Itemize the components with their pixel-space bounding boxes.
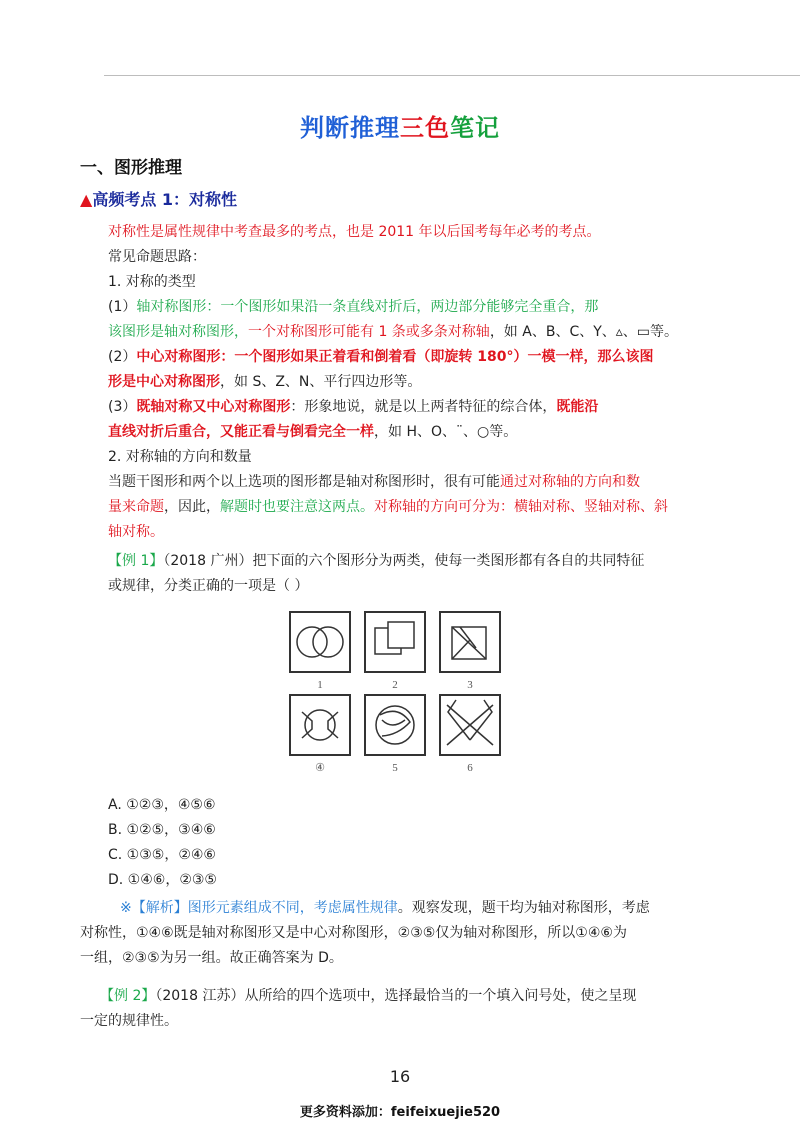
analysis-tag: ※【解析】 xyxy=(120,900,188,916)
figure-label-6: 6 xyxy=(467,762,473,774)
footer-contact: 更多资料添加：feifeixuejie520 xyxy=(299,1105,501,1120)
analysis-line-1 xyxy=(120,898,650,918)
option-a: A. ①②③，④⑤⑥ xyxy=(108,797,216,813)
para-7-a: 形是中心对称图形 xyxy=(108,374,220,390)
para-10: 2. 对称轴的方向和数量 xyxy=(108,449,252,465)
para-3: 1. 对称的类型 xyxy=(108,274,196,290)
para-5-a: 该图形是轴对称图形， xyxy=(108,324,248,340)
para-1: 对称性是属性规律中考查最多的考点，也是 2011 年以后国考每年必考的考点。 xyxy=(108,224,601,240)
example-2-text: （2018 江苏）从所给的四个选项中，选择最恰当的一个填入问号处，使之呈现 xyxy=(155,988,637,1004)
para-12-d: 对称轴的方向可分为：横轴对称、竖轴对称、斜 xyxy=(374,499,668,515)
para-9-b: ，如 H、O、¨、○等。 xyxy=(374,424,518,440)
para-7-b: ，如 S、Z、N、平行四边形等。 xyxy=(220,374,422,390)
para-11-a: 当题干图形和两个以上选项的图形都是轴对称图形时，很有可能 xyxy=(108,474,500,490)
para-6-num: (2） xyxy=(108,349,137,365)
para-5-c: ，如 A、B、C、Y、▵、▭等。 xyxy=(489,324,679,340)
figure-label-2: 2 xyxy=(392,679,398,691)
analysis-a: 图形元素组成不同，考虑属性规律 xyxy=(187,900,398,916)
figure-1-circle-b xyxy=(313,627,343,657)
figure-4-circle xyxy=(305,710,335,740)
para-12-c: 解题时也要注意这两点。 xyxy=(220,499,374,515)
subsection-text: 高频考点 1：对称性 xyxy=(92,190,238,209)
example-1-text: （2018 广州）把下面的六个图形分为两类，使每一类图形都有各自的共同特征 xyxy=(163,553,645,569)
para-2: 常见命题思路： xyxy=(108,249,206,265)
para-12-a: 量来命题 xyxy=(108,499,164,515)
option-c: C. ①③⑤，②④⑥ xyxy=(108,847,216,863)
para-8-c: ：形象地说，就是以上两者特征的综合体， xyxy=(290,399,557,415)
figure-box-1 xyxy=(290,612,350,672)
example-1-tag: 【例 1】 xyxy=(108,553,164,569)
para-9-a: 直线对折后重合，又能正看与倒看完全一样 xyxy=(108,424,374,440)
example-2-tag: 【例 2】 xyxy=(100,988,156,1004)
example-1-line2: 或规律，分类正确的一项是（ ） xyxy=(108,578,309,594)
section-heading: 一、图形推理 xyxy=(80,158,182,178)
title-part2: 三色 xyxy=(400,114,450,142)
para-8-b: 既轴对称又中心对称图形 xyxy=(136,399,291,415)
option-b: B. ①②⑤，③④⑥ xyxy=(108,822,216,838)
figure-label-4: ④ xyxy=(315,762,325,774)
analysis-line-2: 对称性，①④⑥既是轴对称图形又是中心对称图形，②③⑤仅为轴对称图形，所以①④⑥为 xyxy=(80,925,627,941)
title-part1: 判断推理 xyxy=(300,114,400,142)
figure-label-1: 1 xyxy=(317,679,323,691)
para-11-b: 通过对称轴的方向和数 xyxy=(500,474,640,490)
title-part3: 笔记 xyxy=(450,114,500,142)
para-4-num: (1） xyxy=(108,299,137,315)
para-4-text: 轴对称图形：一个图形如果沿一条直线对折后，两边部分能够完全重合，那 xyxy=(136,299,599,315)
example-2-line2: 一定的规律性。 xyxy=(80,1013,178,1029)
analysis-b: 。观察发现，题干均为轴对称图形，考虑 xyxy=(397,900,650,916)
para-13: 轴对称。 xyxy=(108,524,164,540)
para-8-num: (3） xyxy=(108,399,137,415)
figure-1-circle-a xyxy=(297,627,327,657)
para-8-d: 既能沿 xyxy=(556,399,599,415)
figure-label-3: 3 xyxy=(467,679,473,691)
analysis-line-3: 一组，②③⑤为另一组。故正确答案为 D。 xyxy=(80,950,343,966)
figure-box-3 xyxy=(440,612,500,672)
triangle-icon: ▲ xyxy=(80,190,93,209)
para-5-b: 一个对称图形可能有 1 条或多条对称轴 xyxy=(248,324,490,340)
figure-label-5: 5 xyxy=(392,762,398,774)
para-12-b: ，因此， xyxy=(164,499,220,515)
para-6-text: 中心对称图形：一个图形如果正着看和倒着看（即旋转 180°）一模一样，那么该图 xyxy=(136,349,654,365)
figure-2-square-b xyxy=(388,622,414,648)
option-d: D. ①④⑥，②③⑤ xyxy=(108,872,217,888)
page-number: 16 xyxy=(389,1067,411,1086)
example-2-line xyxy=(100,986,636,1006)
figure-box-4 xyxy=(290,695,350,755)
